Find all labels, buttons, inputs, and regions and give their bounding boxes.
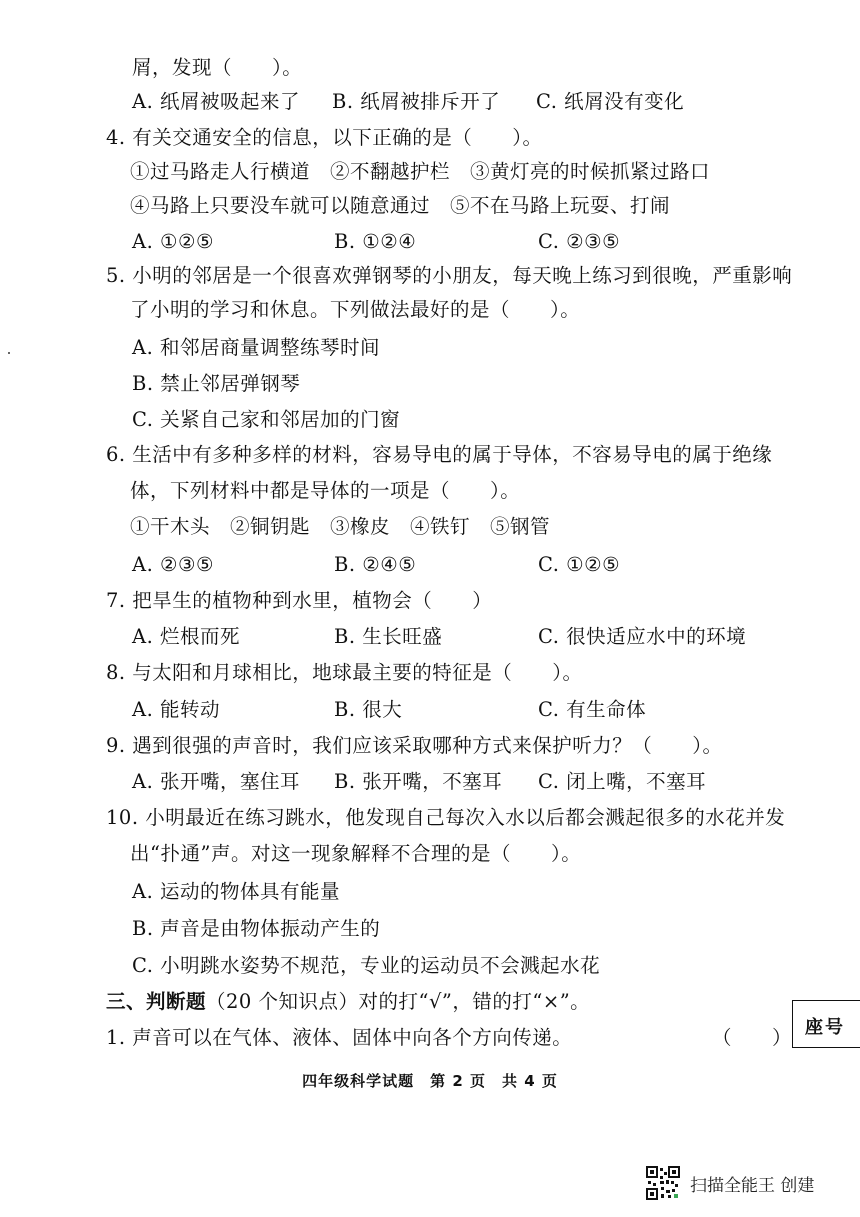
q4-statements-2: ④马路上只要没车就可以随意通过 ⑤不在马路上玩耍、打闹 bbox=[130, 194, 671, 217]
q4-option-b: B. ①②④ bbox=[334, 230, 417, 253]
q10-stem: 10. 小明最近在练习跳水，他发现自己每次入水以后都会溅起很多的水花并发 bbox=[106, 806, 786, 829]
q10-option-b: B. 声音是由物体振动产生的 bbox=[132, 917, 381, 940]
q8-option-b: B. 很大 bbox=[334, 698, 403, 721]
q4-option-a: A. ①②⑤ bbox=[132, 230, 214, 253]
q6-stem-2: 体，下列材料中都是导体的一项是（ ）。 bbox=[130, 479, 521, 502]
scan-margin-dot bbox=[8, 352, 10, 354]
qr-code-icon bbox=[646, 1166, 680, 1200]
q10-stem-2: 出“扑通”声。对这一现象解释不合理的是（ ）。 bbox=[130, 842, 582, 865]
q8-stem: 8. 与太阳和月球相比，地球最主要的特征是（ ）。 bbox=[106, 661, 583, 684]
q6-option-a: A. ②③⑤ bbox=[132, 553, 214, 576]
seat-number-label: 座号 bbox=[805, 1017, 845, 1038]
q6-stem: 6. 生活中有多种多样的材料，容易导电的属于导体，不容易导电的属于绝缘 bbox=[106, 443, 773, 466]
q7-stem: 7. 把旱生的植物种到水里，植物会（ ） bbox=[106, 589, 493, 612]
q10-option-c: C. 小明跳水姿势不规范，专业的运动员不会溅起水花 bbox=[132, 954, 601, 977]
q6-materials: ①干木头 ②铜钥匙 ③橡皮 ④铁钉 ⑤钢管 bbox=[130, 515, 551, 538]
section-3-title: 三、判断题 bbox=[106, 990, 207, 1013]
q8-option-c: C. 有生命体 bbox=[538, 698, 647, 721]
q8-option-a: A. 能转动 bbox=[132, 698, 220, 721]
q9-stem: 9. 遇到很强的声音时，我们应该采取哪种方式来保护听力？（ ）。 bbox=[106, 734, 723, 757]
page-footer: 四年级科学试题 第 2 页 共 4 页 bbox=[302, 1072, 558, 1090]
section-3-instructions: （20 个知识点）对的打“√”，错的打“×”。 bbox=[206, 990, 591, 1013]
judge-1-stem: 1. 声音可以在气体、液体、固体中向各个方向传递。 bbox=[106, 1026, 573, 1049]
q5-option-a: A. 和邻居商量调整练琴时间 bbox=[132, 336, 380, 359]
q4-statements-1: ①过马路走人行横道 ②不翻越护栏 ③黄灯亮的时候抓紧过路口 bbox=[130, 160, 711, 183]
section-3-heading bbox=[106, 990, 590, 1014]
q5-stem-2: 了小明的学习和休息。下列做法最好的是（ ）。 bbox=[130, 298, 581, 321]
q4-option-c: C. ②③⑤ bbox=[538, 230, 621, 253]
q7-option-c: C. 很快适应水中的环境 bbox=[538, 625, 747, 648]
q5-stem: 5. 小明的邻居是一个很喜欢弹钢琴的小朋友，每天晚上练习到很晚，严重影响 bbox=[106, 264, 793, 287]
q9-option-c: C. 闭上嘴，不塞耳 bbox=[538, 770, 707, 793]
q5-option-b: B. 禁止邻居弹钢琴 bbox=[132, 372, 301, 395]
q7-option-b: B. 生长旺盛 bbox=[334, 625, 443, 648]
q5-option-c: C. 关紧自己家和邻居加的门窗 bbox=[132, 408, 401, 431]
q6-option-c: C. ①②⑤ bbox=[538, 553, 621, 576]
q9-option-b: B. 张开嘴，不塞耳 bbox=[334, 770, 503, 793]
q4-stem: 4. 有关交通安全的信息，以下正确的是（ ）。 bbox=[106, 126, 543, 149]
q9-option-a: A. 张开嘴，塞住耳 bbox=[132, 770, 300, 793]
scanner-watermark: 扫描全能王 创建 bbox=[690, 1176, 815, 1196]
q3-stem-end: 屑，发现（ ）。 bbox=[132, 56, 303, 79]
q7-option-a: A. 烂根而死 bbox=[132, 625, 240, 648]
judge-1-answer-paren: （ ） bbox=[712, 1026, 793, 1049]
q10-option-a: A. 运动的物体具有能量 bbox=[132, 880, 340, 903]
q3-option-a: A. 纸屑被吸起来了 bbox=[132, 90, 300, 113]
q3-option-c: C. 纸屑没有变化 bbox=[536, 90, 685, 113]
q6-option-b: B. ②④⑤ bbox=[334, 553, 417, 576]
q3-option-b: B. 纸屑被排斥开了 bbox=[332, 90, 501, 113]
seat-number-box bbox=[792, 1000, 860, 1048]
